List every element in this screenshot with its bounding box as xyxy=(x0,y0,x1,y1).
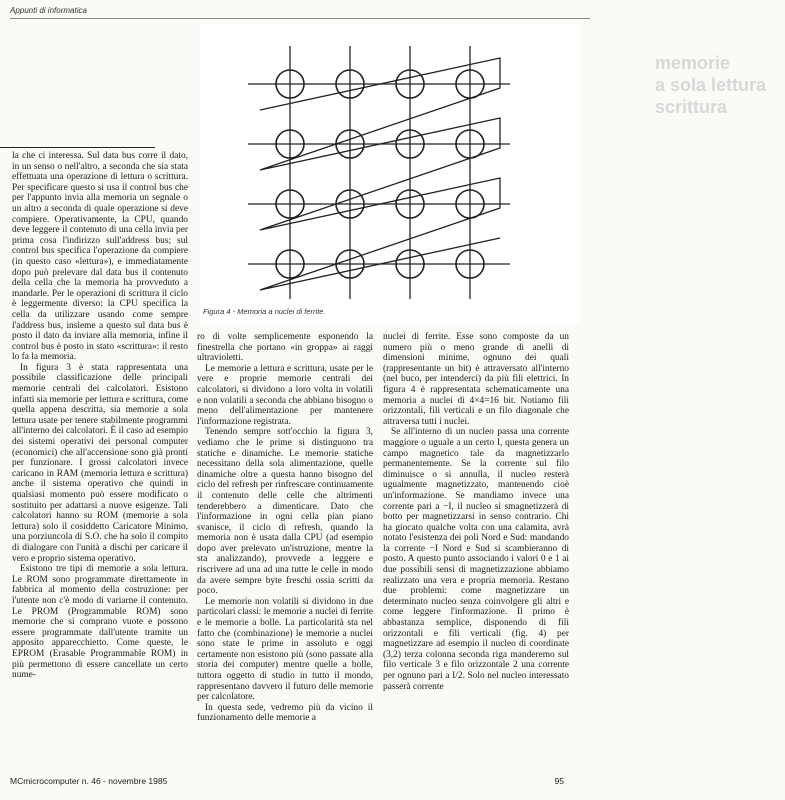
text-column-2 xyxy=(197,332,373,724)
paragraph: In figura 3 è stata rappresentata una possibile classificazione delle principali memorie centrali dei calcolatori. Esistono infatti sia memorie per lettura e scrittura, come quella appena descritta, sia memorie a sola lettura usate per tenere stabilmente programmi all'interno dei calcolatori. È il caso ad esempio dei sistemi operativi dei personal computer (economici) che all'accensione sono già pronti per funzionare. I grossi calcolatori invece caricano in RAM (memoria lettura e scrittura) anche il sistema operativo che quindi in qualsiasi momento può essere modificato o sostituito per adattarsi a nuove esigenze. Tali calcolatori hanno su ROM (memorie a sola lettura) solo il cosiddetto Caricatore Minimo, una porziuncola di S.O. che ha solo il compito di dialogare con l'unità a dischi per caricare il vero e proprio sistema operativo. xyxy=(12,362,188,564)
paragraph: Tenendo sempre sott'occhio la figura 3, vediamo che le prime si distinguono tra statiche e dinamiche. Le memorie statiche necessitano della sola alimentazione, quelle dinamiche oltre a questa hanno bisogno del ciclo del refresh per rinfrescare continuamente il contenuto delle celle che altrimenti tenderebbero a dimenticare. Dato che l'informazione in ogni cella pian piano svanisce, il ciclo di refresh, quando la memoria non è usata dalla CPU (ad esempio dopo aver prelevato un'istruzione, mentre la sta analizzando), provvede a leggere e riscrivere ad una ad una tutte le celle in modo da avere sempre byte freschi ossia scritti da poco. xyxy=(197,427,373,597)
bg-word-2: a sola lettura xyxy=(655,75,767,95)
footer-magazine: MCmicrocomputer n. 46 - novembre 1985 xyxy=(10,776,168,786)
paragraph: nuclei di ferrite. Esse sono composte da un numero più o meno grande di anelli di dimensioni minime, ognuno dei quali (rappresentante un bit) è attraversato all'interno (nel buco, per intenderci) da più fili elettrici. In figura 4 è rappresentata schematicamente una memoria a nuclei di 4×4=16 bit. Notiamo fili orizzontali, fili verticali e un filo diagonale che attraversa tutti i nuclei. xyxy=(383,332,569,427)
figure-background-text xyxy=(655,52,785,118)
figure-caption: Figura 4 - Memoria a nuclei di ferrite. xyxy=(203,307,326,316)
text-column-1 xyxy=(12,151,188,681)
paragraph: Esistono tre tipi di memorie a sola lettura. Le ROM sono programmate direttamente in fabbrica al momento della costruzione: per l'utente non c'è modo di variarne il contenuto. Le PROM (Programmable ROM) sono memorie che si comprano vuote e possono essere programmate dall'utente tramite un apposito apparecchietto. Come queste, le EPROM (Erasable Programmable ROM) in più permettono di essere cancellate un certo nume- xyxy=(12,564,188,681)
paragraph: In questa sede, vedremo più da vicino il funzionamento delle memorie a xyxy=(197,702,373,724)
page-number: 95 xyxy=(554,776,564,786)
header-rule xyxy=(10,18,590,19)
bg-word-3: scrittura xyxy=(655,97,728,117)
ferrite-core-diagram xyxy=(200,24,580,324)
paragraph: ro di volte semplicemente esponendo la finestrella che portano «in groppa» ai raggi ultravioletti. xyxy=(197,332,373,364)
running-header: Appunti di informatica xyxy=(10,6,87,15)
paragraph: Le memorie a lettura e scrittura, usate per le vere e proprie memorie centrali dei calcolatori, si dividono a loro volta in volatili e non volatili a seconda che abbiano bisogno o meno dell'alimentazione per mantenere l'informazione registrata. xyxy=(197,363,373,427)
text-column-3 xyxy=(383,332,569,692)
figure-4 xyxy=(200,24,767,324)
paragraph: Se all'interno di un nucleo passa una corrente maggiore o uguale a un certo I, questa genera un campo magnetico tale da magnetizzarlo permanentemente. Se la corrente sul filo diminuisce o si annulla, il nucleo resterà ugualmente magnetizzato, mantenendo cioè un'informazione. Se mandiamo invece una corrente pari a −I, il nucleo si smagnetizzerà di botto per magnetizzarsi in senso contrario. Chi ha giocato qualche volta con una calamita, avrà notato l'esistenza dei poli Nord e Sud: mandando la corrente −I Nord e Sud si scambieranno di posto. A questo punto associando i valori 0 e 1 ai due possibili sensi di magnetizzazione abbiamo realizzato una vera e propria memoria. Restano due problemi: come magnetizzare un determinato nucleo senza coinvolgere gli altri e come leggere l'informazione. Il primo è abbastanza semplice, disponendo di fili orizzontali e fili verticali (fig. 4) per magnetizzare ad esempio il nucleo di coordinate (3,2) terza colonna seconda riga manderemo sul filo verticale 3 e filo orizzontale 2 una corrente per ognuno pari a I/2. Solo nel nucleo interessato passerà corrente xyxy=(383,427,569,692)
bg-word-1: memorie xyxy=(655,53,731,73)
paragraph: Le memorie non volatili si dividono in due particolari classi: le memorie a nuclei di ferrite e le memorie a bolle. La particolarità sta nel fatto che (combinazione) le memorie a nuclei sono state le prime in assoluto e oggi certamente non esistono più (sono passate alla storia dei computer) mentre quelle a bolle, tuttora oggetto di studio in tutto il mondo, rappresentano davvero il futuro delle memorie per calcolatore. xyxy=(197,596,373,703)
column-divider xyxy=(0,147,155,148)
paragraph: la che ci interessa. Sul data bus corre il dato, in un senso o nell'altro, a seconda che sia stata effettuata una operazione di lettura o scrittura. Per specificare questo si usa il control bus che per l'appunto invia alla memoria un segnale o un altro a seconda di quale operazione si deve compiere. Operativamente, la CPU, quando deve leggere il contenuto di una cella invia per prima cosa l'indirizzo sull'address bus; sul control bus specifica l'operazione da compiere (in questo caso «lettura»), e immediatamente dopo può prelevare dal data bus il contenuto della cella che la memoria ha provveduto a mandarle. Per le operazioni di scrittura il ciclo è leggermente diverso: la CPU specifica la cella da utilizzare usando come sempre l'address bus, insieme a questo sul data bus è posto il dato da inviare alla memoria, infine il control bus è posto in stato «scrittura»: il resto lo fa la memoria. xyxy=(12,151,188,363)
diagonal-sense-wire xyxy=(260,58,500,290)
